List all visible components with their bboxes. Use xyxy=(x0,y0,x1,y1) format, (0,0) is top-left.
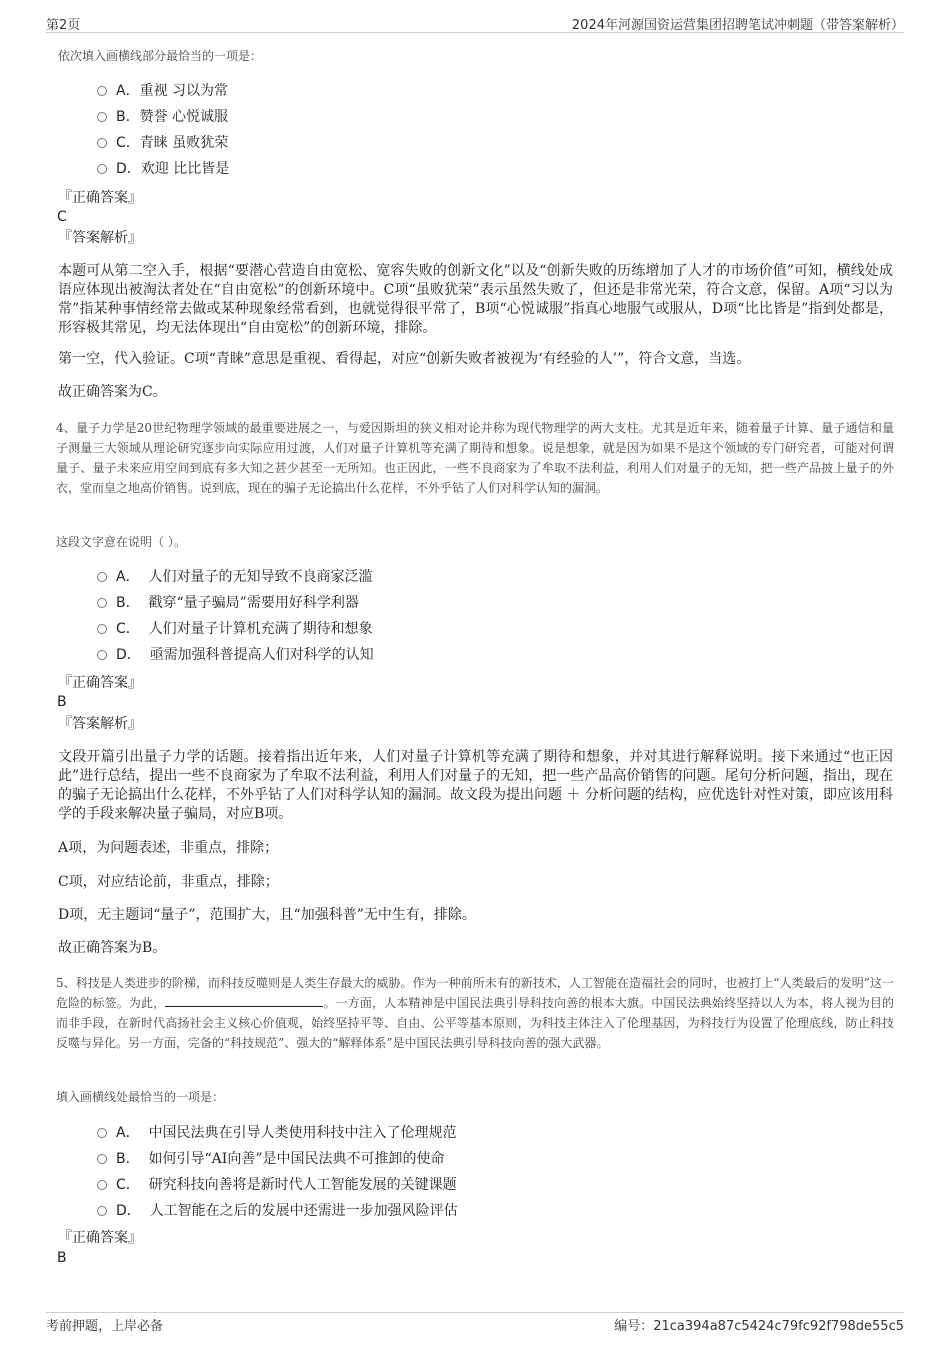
radio-icon[interactable] xyxy=(97,1180,107,1190)
q3-option-a[interactable]: A．重视 习以为常 xyxy=(97,80,229,102)
q5-option-d[interactable]: D． 人工智能在之后的发展中还需进一步加强风险评估 xyxy=(97,1200,458,1222)
q3-answer: C xyxy=(57,209,67,225)
q5-answer-label: 『正确答案』 xyxy=(58,1230,142,1246)
page-number: 第2页 xyxy=(46,18,81,33)
radio-icon[interactable] xyxy=(97,1128,107,1138)
q4-option-b[interactable]: B． 戳穿“量子骗局”需要用好科学利器 xyxy=(97,592,374,614)
q5-options xyxy=(97,1122,458,1222)
q4-option-d[interactable]: D． 亟需加强科普提高人们对科学的认知 xyxy=(97,644,374,666)
footer-slogan: 考前押题，上岸必备 xyxy=(46,1319,164,1334)
radio-icon[interactable] xyxy=(97,650,107,660)
q5-passage: 5、科技是人类进步的阶梯，而科技反噬则是人类生存最大的威胁。作为一种前所未有的新技术，人工智能在造福社会的同时，也被打上“人类最后的发明”这一危险的标签。为此， 。一方面，人本精神是中国民法典引导科技向善的根本大旗。中国民法典始终坚持以人为本，将人视为目的而非手段，在新时代高扬社会主义核心价值观，始终坚持平等、自由、公平等基本原则，为科技主体注入了伦理基因，为科技行为设置了伦理底线，防止科技反噬与异化。另一方面，完备的“科技规范”、强大的“解释体系”是中国民法典引导科技向善的强大武器。 xyxy=(56,976,894,1050)
q5-option-c[interactable]: C． 研究科技向善将是新时代人工智能发展的关键课题 xyxy=(97,1174,458,1196)
q4-analysis-point: C项，对应结论前，非重点，排除； xyxy=(58,874,279,890)
q3-prompt: 依次填入画横线部分最恰当的一项是： xyxy=(58,49,263,63)
q3-analysis-conclusion: 故正确答案为C。 xyxy=(58,384,167,400)
q4-passage: 4、量子力学是20世纪物理学领域的最重要进展之一，与爱因斯坦的狭义相对论并称为现代物理学的两大支柱。尤其是近年来，随着量子计算、量子通信和量子测量三大领域从理论研究逐步向实际应用过渡，人们对量子计算机等充满了期待和想象。说是想象，就是因为如果不是这个领域的专门研究者，可能对何谓量子、量子未来应用空间到底有多大知之甚少甚至一无所知。也正因此，一些不良商家为了牟取不法利益，利用人们对量子的无知，把一些产品披上量子的外衣，堂而皇之地高价销售。说到底，现在的骗子无论搞出什么花样，不外乎钻了人们对科学认知的漏洞。 xyxy=(56,421,894,495)
radio-icon[interactable] xyxy=(97,1154,107,1164)
page-header xyxy=(46,14,904,33)
radio-icon[interactable] xyxy=(97,572,107,582)
fill-in-blank xyxy=(165,994,323,1007)
q4-analysis-point: D项，无主题词“量子”，范围扩大，且“加强科普”无中生有，排除。 xyxy=(58,907,476,923)
q3-analysis-label: 『答案解析』 xyxy=(58,230,142,246)
q4-analysis-conclusion: 故正确答案为B。 xyxy=(58,940,167,956)
q3-analysis-paragraph: 第一空，代入验证。C项“青睐”意思是重视、看得起，对应“创新失败者被视为‘有经验的人’”，符合文意，当选。 xyxy=(58,351,751,367)
document-title: 2024年河源国资运营集团招聘笔试冲刺题（带答案解析） xyxy=(571,18,904,33)
q4-prompt: 这段文字意在说明（ ）。 xyxy=(56,535,186,549)
document-code: 编号：21ca394a87c5424c79fc92f798de55c5 xyxy=(614,1319,904,1334)
radio-icon[interactable] xyxy=(97,138,107,148)
q5-prompt: 填入画横线处最恰当的一项是： xyxy=(56,1090,225,1104)
radio-icon[interactable] xyxy=(97,86,107,96)
radio-icon[interactable] xyxy=(97,598,107,608)
q5-answer: B xyxy=(57,1250,67,1266)
q4-analysis-label: 『答案解析』 xyxy=(58,716,142,732)
q4-analysis-paragraph: 文段开篇引出量子力学的话题。接着指出近年来，人们对量子计算机等充满了期待和想象，并对其进行解释说明。接下来通过“也正因此”进行总结，提出一些不良商家为了牟取不法利益，利用人们对量子的无知，把一些产品高价销售的问题。尾句分析问题，指出，现在的骗子无论搞出什么花样，不外乎钻了人们对科学认知的漏洞。故文段为提出问题 ＋ 分析问题的结构，应优选针对性对策，即应该用科学的手段来解决量子骗局，对应B项。 xyxy=(58,749,893,822)
q3-options xyxy=(97,80,229,180)
q4-option-c[interactable]: C． 人们对量子计算机充满了期待和想象 xyxy=(97,618,374,640)
q5-option-a[interactable]: A． 中国民法典在引导人类使用科技中注入了伦理规范 xyxy=(97,1122,458,1144)
q4-answer: B xyxy=(57,694,67,710)
q4-options xyxy=(97,566,374,666)
q5-option-b[interactable]: B． 如何引导“AI向善”是中国民法典不可推卸的使命 xyxy=(97,1148,458,1170)
q4-option-a[interactable]: A． 人们对量子的无知导致不良商家泛滥 xyxy=(97,566,374,588)
q3-option-d[interactable]: D．欢迎 比比皆是 xyxy=(97,158,229,180)
radio-icon[interactable] xyxy=(97,624,107,634)
page-footer xyxy=(46,1312,904,1334)
q4-answer-label: 『正确答案』 xyxy=(58,675,142,691)
q3-answer-label: 『正确答案』 xyxy=(58,190,142,206)
q3-analysis-paragraph: 本题可从第二空入手，根据“要潜心营造自由宽松、宽容失败的创新文化”以及“创新失败的历练增加了人才的市场价值”可知，横线处成语应体现出被淘汰者处在“自由宽松”的创新环境中。C项“虽败犹荣”表示虽然失败了，但还是非常光荣，符合文意，保留。A项“习以为常”指某种事情经常去做或某种现象经常看到，也就觉得很平常了，B项“心悦诚服”指真心地服气或服从，D项“比比皆是”指到处都是，形容极其常见，均无法体现出“自由宽松”的创新环境，排除。 xyxy=(58,263,893,336)
q3-option-c[interactable]: C．青睐 虽败犹荣 xyxy=(97,132,229,154)
radio-icon[interactable] xyxy=(97,1206,107,1216)
q4-analysis-point: A项，为问题表述，非重点，排除； xyxy=(58,840,279,856)
radio-icon[interactable] xyxy=(97,112,107,122)
radio-icon[interactable] xyxy=(97,164,107,174)
q3-option-b[interactable]: B．赞誉 心悦诚服 xyxy=(97,106,229,128)
